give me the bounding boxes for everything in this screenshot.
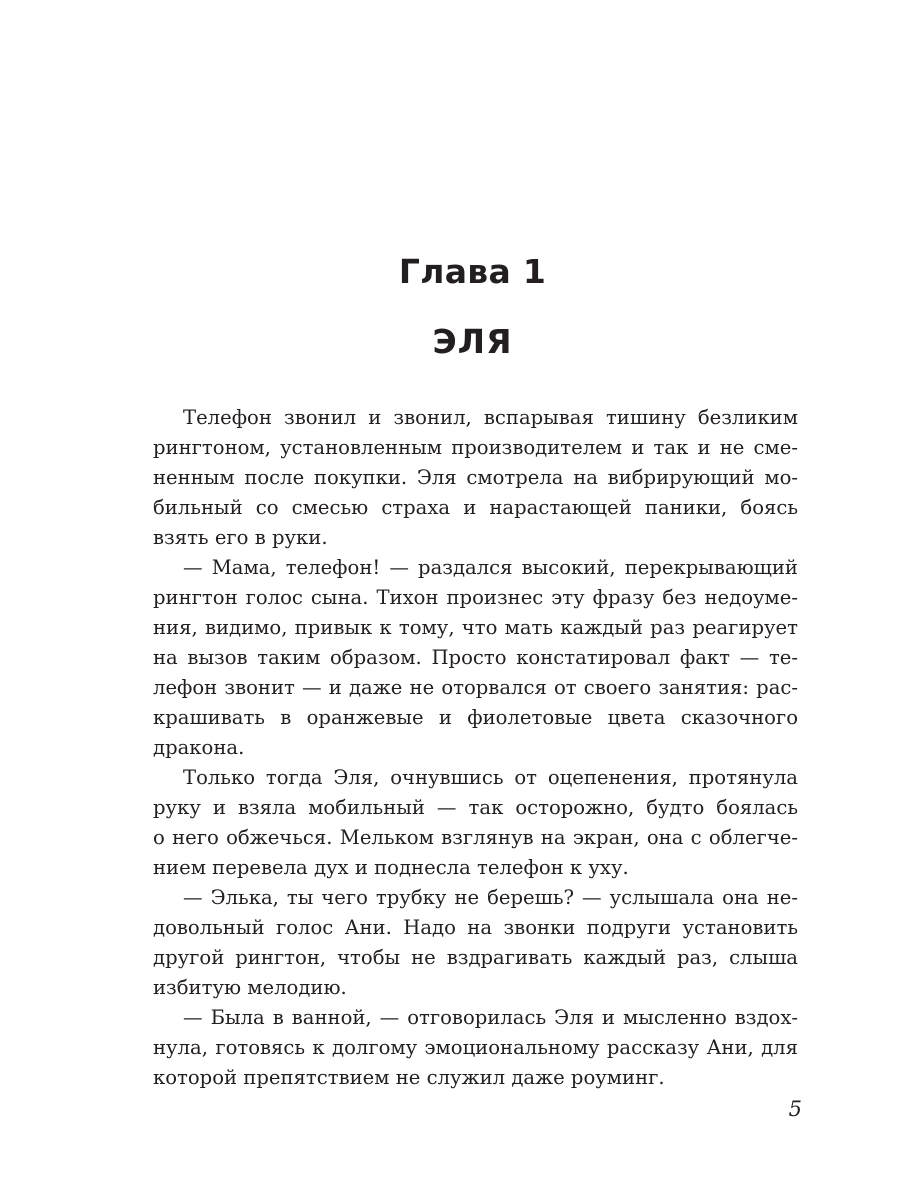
text-line: на вызов таким образом. Просто констатировал факт — те- bbox=[153, 646, 798, 669]
text-line: взять его в руки. bbox=[153, 526, 328, 549]
text-line: лефон звонит — и даже не оторвался от своего занятия: рас- bbox=[153, 676, 798, 699]
text-line: которой препятствием не служил даже роуминг. bbox=[153, 1066, 665, 1089]
chapter-number: Глава 1 bbox=[398, 252, 547, 291]
text-line: дракона. bbox=[153, 736, 245, 759]
text-line: нула, готовясь к долгому эмоциональному рассказу Ани, для bbox=[153, 1036, 798, 1059]
text-line: другой рингтон, чтобы не вздрагивать каждый раз, слыша bbox=[153, 946, 798, 969]
text-line: ния, видимо, привык к тому, что мать каждый раз реагирует bbox=[153, 616, 798, 639]
text-line: — Мама, телефон! — раздался высокий, перекрывающий bbox=[183, 556, 798, 579]
page-number: 5 bbox=[788, 1097, 802, 1121]
text-line: нием перевела дух и поднесла телефон к уху. bbox=[153, 856, 629, 879]
text-line: — Была в ванной, — отговорилась Эля и мысленно вздох- bbox=[183, 1006, 798, 1029]
text-line: о него обжечься. Мельком взглянув на экран, она с облегче- bbox=[153, 826, 798, 849]
text-line: Только тогда Эля, очнувшись от оцепенения, протянула bbox=[183, 766, 798, 789]
chapter-title: ЭЛЯ bbox=[432, 322, 513, 361]
text-line: Телефон звонил и звонил, вспарывая тишину безликим bbox=[183, 406, 798, 429]
text-line: бильный со смесью страха и нарастающей паники, боясь bbox=[153, 496, 798, 519]
text-line: руку и взяла мобильный — так осторожно, будто боялась bbox=[153, 796, 798, 819]
text-line: крашивать в оранжевые и фиолетовые цвета сказочного bbox=[153, 706, 798, 729]
text-line: избитую мелодию. bbox=[153, 976, 347, 999]
text-line: — Элька, ты чего трубку не берешь? — услышала она не- bbox=[183, 886, 798, 909]
body-text bbox=[153, 403, 798, 1093]
text-line: рингтон голос сына. Тихон произнес эту фразу без недоуме- bbox=[153, 586, 798, 609]
text-line: ненным после покупки. Эля смотрела на вибрирующий мо- bbox=[153, 466, 798, 489]
text-line: довольный голос Ани. Надо на звонки подруги установить bbox=[153, 916, 798, 939]
text-line: рингтоном, установленным производителем и так и не сме- bbox=[153, 436, 798, 459]
